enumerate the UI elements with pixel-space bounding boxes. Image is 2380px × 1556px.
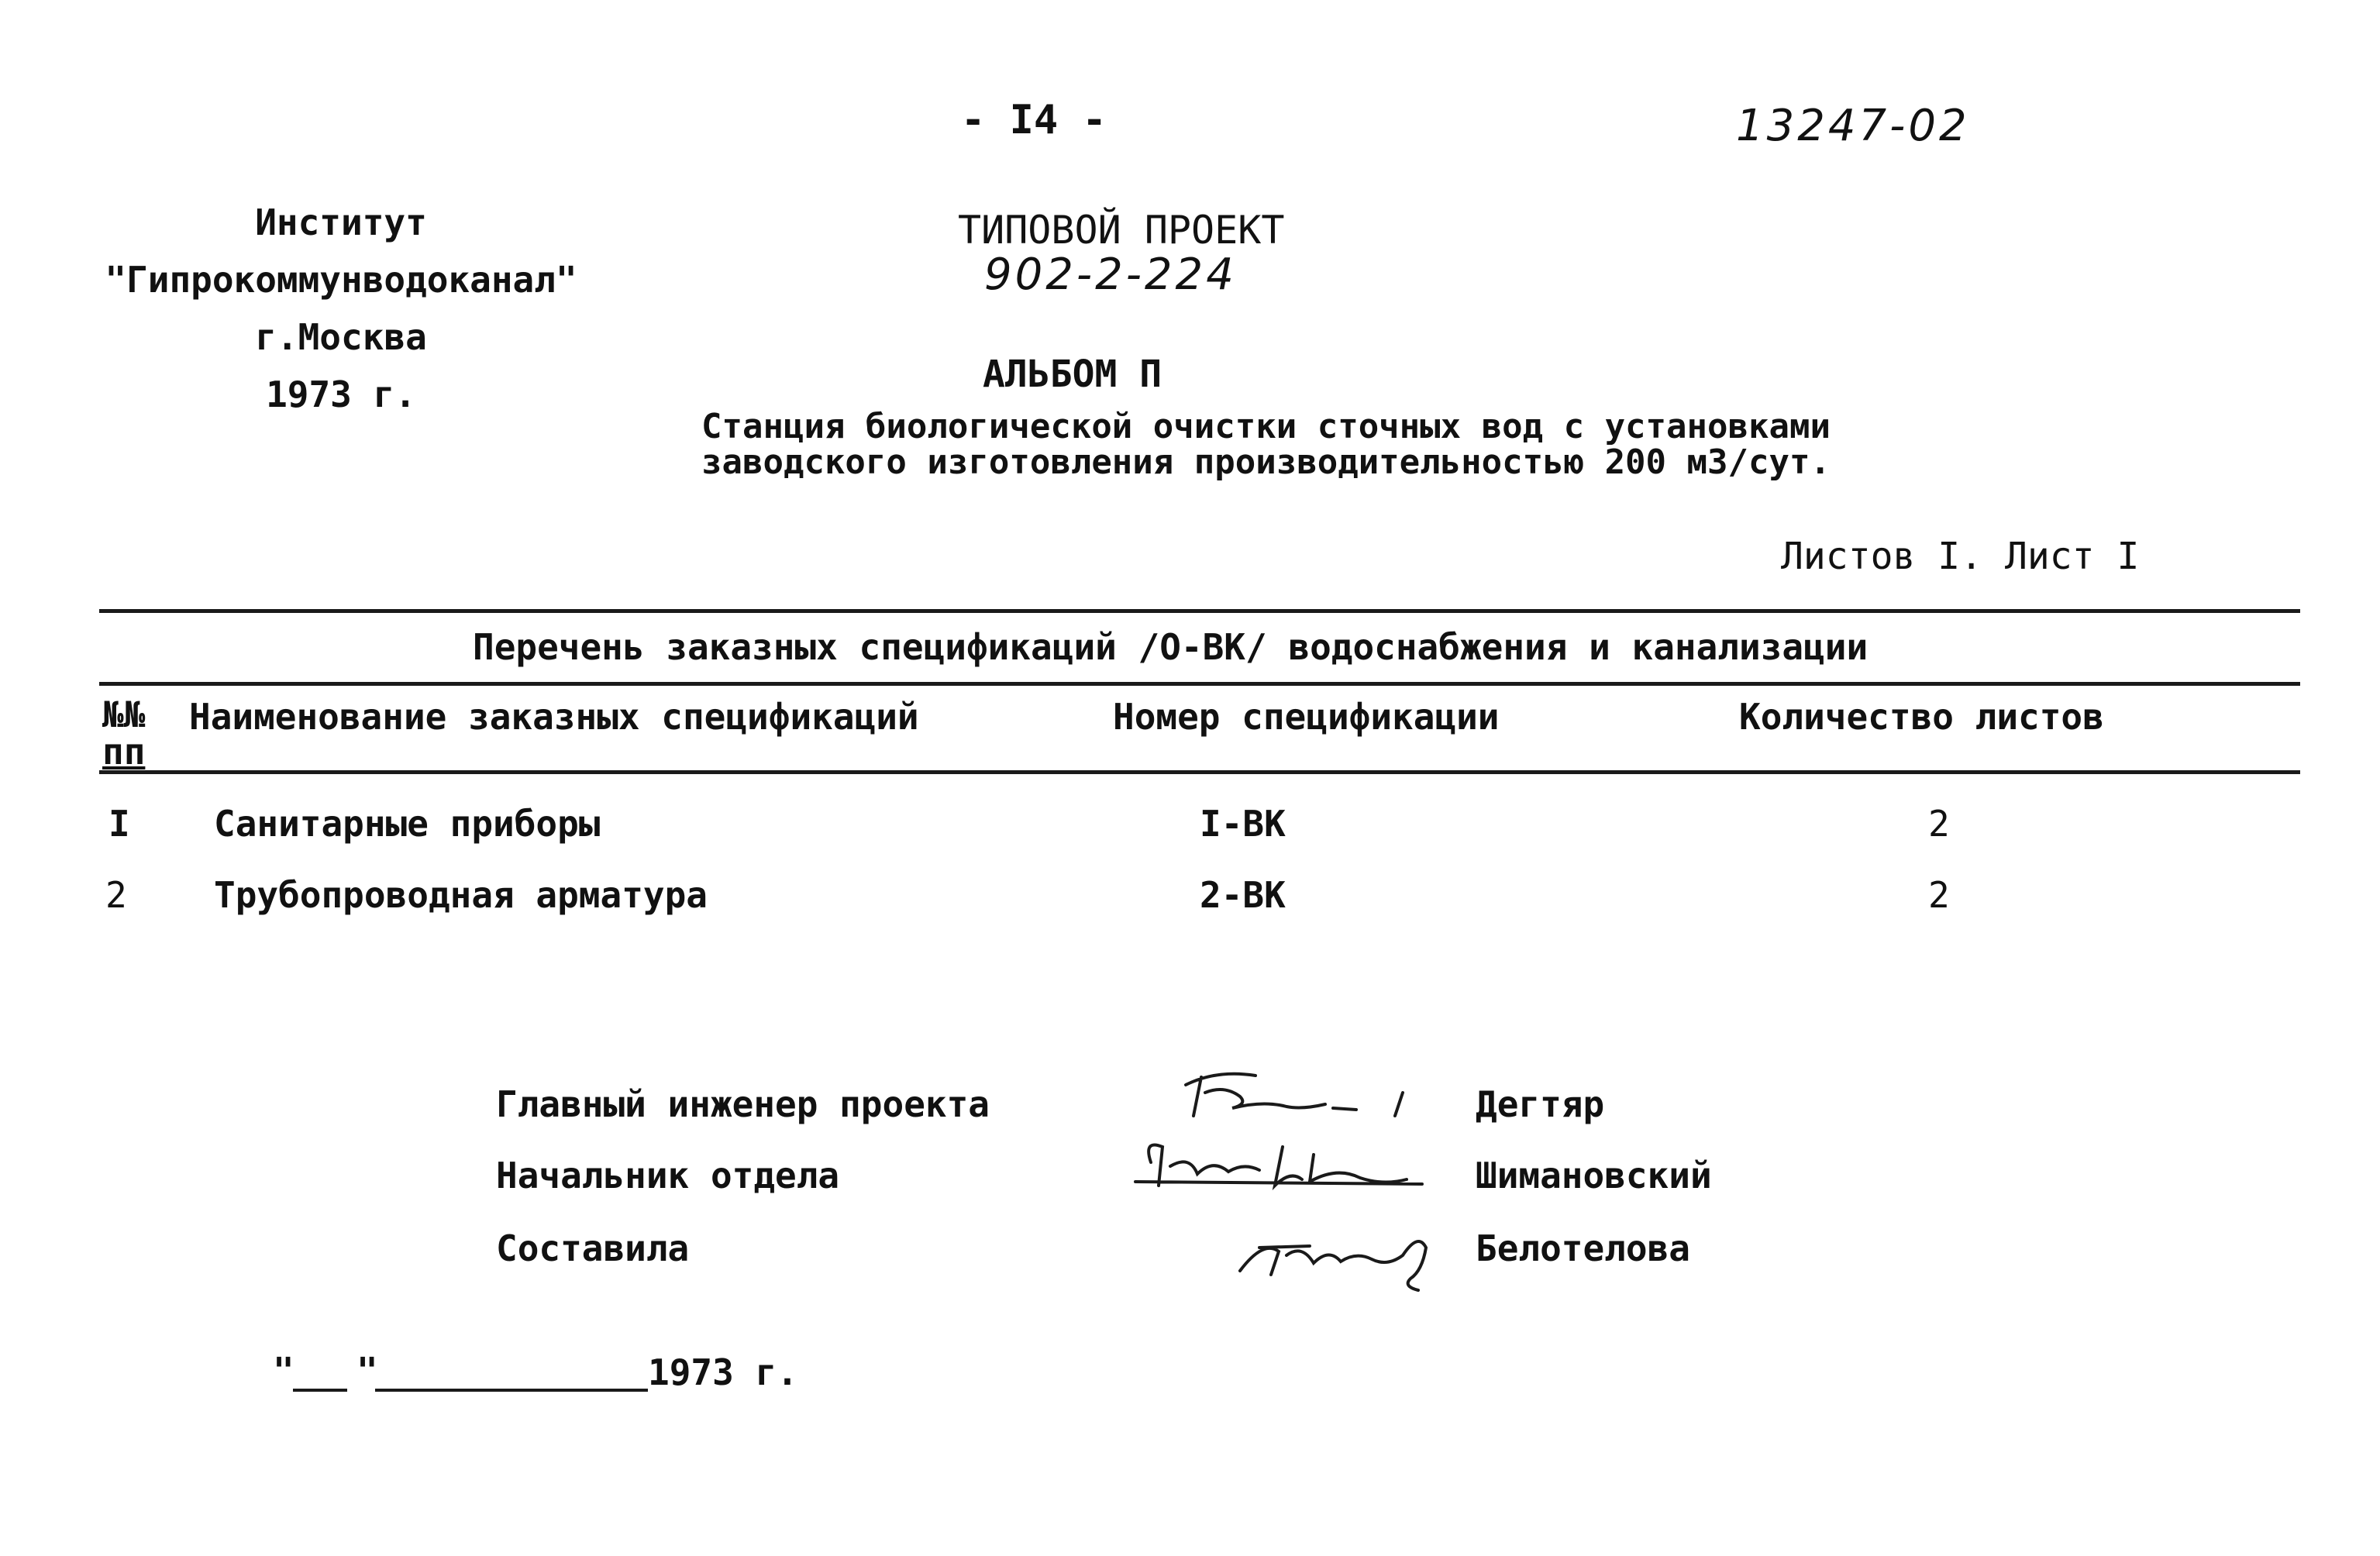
signature-name-3: Белотелова — [1476, 1227, 1690, 1269]
signature-name-1: Дегтяр — [1476, 1083, 1605, 1125]
table-row-1-spec: I-ВК — [1200, 803, 1286, 845]
institute-block — [85, 194, 597, 423]
table-header-rule — [99, 770, 2300, 774]
table-row-2-count: 2 — [1928, 874, 1950, 916]
signature-name-2: Шимановский — [1476, 1155, 1712, 1196]
column-header-name: Наименование заказных спецификаций — [189, 696, 919, 738]
table-row-2-spec: 2-ВК — [1200, 874, 1286, 916]
date-year: 1973 г. — [648, 1351, 798, 1393]
date-quote-open: " — [273, 1350, 294, 1392]
column-header-count: Количество листов — [1739, 696, 2104, 738]
date-month-blank — [375, 1389, 648, 1392]
description-line-1: Станция биологической очистки сточных вод с установками — [701, 407, 1831, 446]
project-description — [701, 409, 1831, 480]
column-header-number-line1: №№ — [102, 694, 146, 735]
signature-role-1: Главный инженер проекта — [496, 1083, 990, 1125]
table-top-rule — [99, 609, 2300, 613]
sheet-count: Листов I. Лист I — [1781, 535, 2140, 578]
table-title-rule — [99, 682, 2300, 686]
project-label: ТИПОВОЙ ПРОЕКТ — [958, 208, 1285, 253]
document-code: 13247-02 — [1736, 101, 1970, 151]
table-row-1-count: 2 — [1928, 803, 1950, 845]
table-row-1-number: I — [108, 803, 130, 845]
table-row-2-number: 2 — [105, 874, 127, 916]
project-number: 902-2-224 — [984, 250, 1237, 300]
column-header-number — [102, 694, 146, 773]
page-number: - I4 - — [961, 97, 1107, 143]
institute-city: г.Москва — [255, 316, 427, 358]
signature-role-3: Составила — [496, 1227, 690, 1269]
signature-mark-3 — [1224, 1209, 1457, 1294]
date-quote-close: " — [356, 1350, 378, 1392]
album-label: АЛЬБОМ П — [983, 353, 1162, 396]
signature-mark-1 — [1170, 1062, 1434, 1131]
table-title: Перечень заказных спецификаций /О-ВК/ водоснабжения и канализации — [473, 626, 1869, 668]
table-row-2-name: Трубопроводная арматура — [214, 874, 708, 916]
institute-label: Институт — [255, 201, 427, 243]
table-row-1-name: Санитарные приборы — [214, 803, 601, 845]
signature-role-2: Начальник отдела — [496, 1155, 840, 1196]
date-day-blank — [293, 1389, 347, 1392]
column-header-number-line2: пп — [102, 731, 146, 773]
column-header-spec: Номер спецификации — [1113, 696, 1500, 738]
signature-mark-2 — [1128, 1124, 1438, 1201]
institute-year: 1973 г. — [266, 374, 416, 415]
institute-name: "Гипрокоммунводоканал" — [105, 259, 577, 301]
description-line-2: заводского изготовления производительностью 200 м3/сут. — [701, 442, 1831, 482]
